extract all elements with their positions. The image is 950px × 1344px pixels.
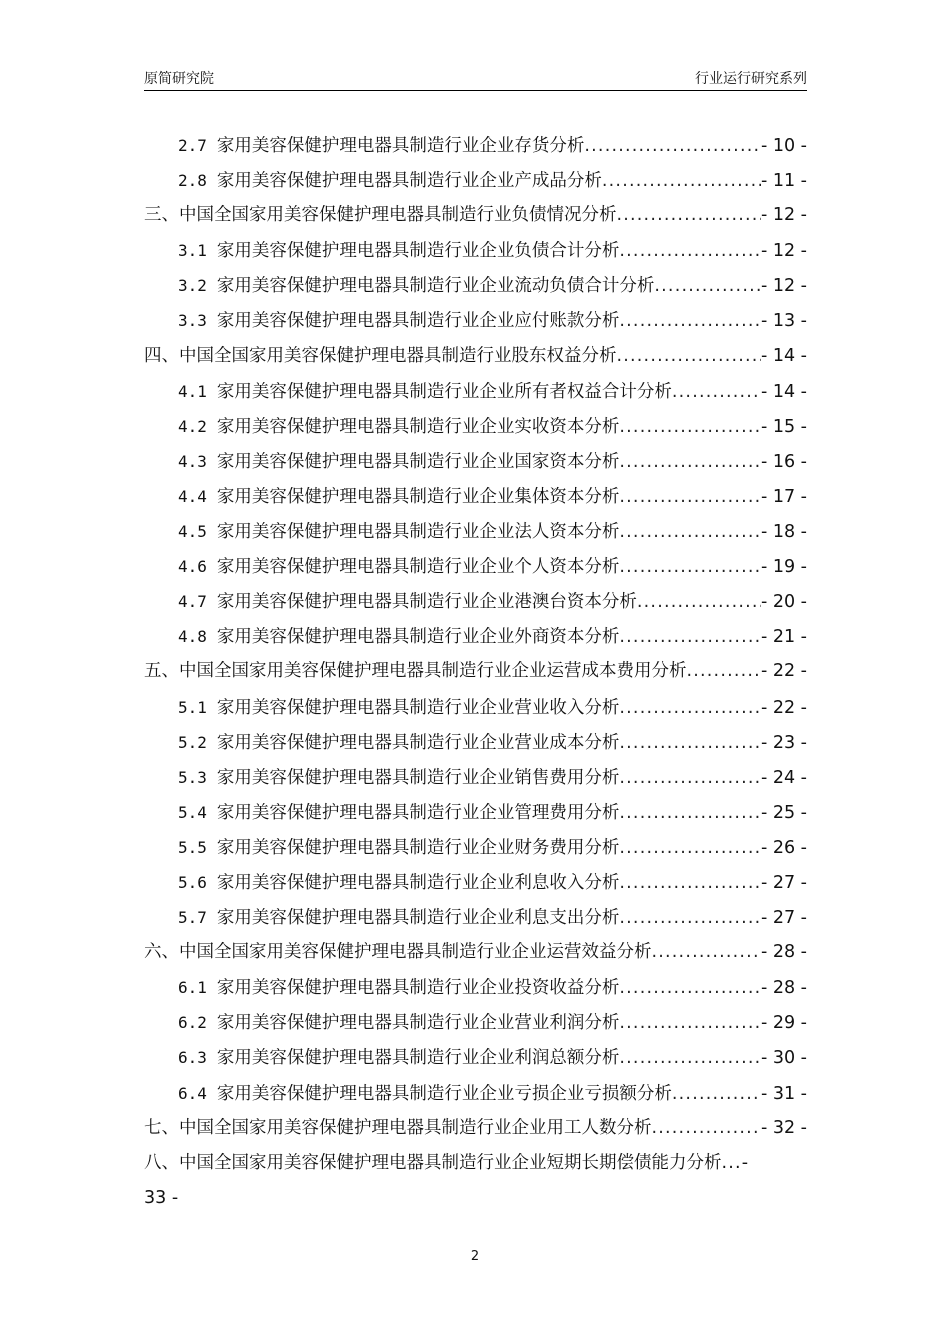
toc-entry-page: - 18 - bbox=[760, 522, 807, 543]
toc-entry-dots bbox=[652, 935, 761, 970]
toc-entry-title: 家用美容保健护理电器具制造行业企业投资收益分析 bbox=[216, 978, 620, 999]
toc-entry-wrapped[interactable] bbox=[144, 1146, 807, 1216]
toc-entry-page: - 22 - bbox=[760, 697, 807, 718]
toc-entry-dots bbox=[619, 445, 761, 479]
toc-entry-page: - 24 - bbox=[760, 767, 807, 788]
toc-entry-page: - 12 - bbox=[760, 241, 807, 262]
toc-entry-page: - 12 - bbox=[760, 276, 807, 297]
toc-entry[interactable] bbox=[144, 795, 807, 830]
toc-entry-dots bbox=[619, 1041, 761, 1075]
toc-entry-dots bbox=[619, 620, 761, 654]
toc-entry-page: - 22 - bbox=[760, 661, 807, 682]
toc-entry-page: - 23 - bbox=[760, 732, 807, 753]
toc-entry-title: 家用美容保健护理电器具制造行业企业所有者权益合计分析 bbox=[216, 381, 672, 402]
toc-entry-dots bbox=[619, 515, 761, 549]
toc-entry-title: 家用美容保健护理电器具制造行业企业法人资本分析 bbox=[216, 522, 620, 543]
toc-entry[interactable] bbox=[144, 865, 807, 900]
toc-entry-dots: ...- bbox=[721, 1152, 750, 1173]
toc-entry-number: 4.1 bbox=[178, 381, 207, 401]
toc-entry-title: 五、中国全国家用美容保健护理电器具制造行业企业运营成本费用分析 bbox=[144, 661, 687, 682]
toc-entry-number: 4.3 bbox=[178, 451, 207, 471]
toc-entry-number: 4.7 bbox=[178, 592, 207, 612]
page-footer bbox=[0, 1249, 950, 1264]
toc-entry[interactable] bbox=[144, 760, 807, 795]
toc-entry[interactable] bbox=[144, 198, 807, 233]
toc-entry[interactable] bbox=[144, 584, 807, 619]
toc-entry-number: 5.4 bbox=[178, 802, 207, 822]
table-of-contents bbox=[144, 128, 807, 1216]
toc-entry-dots bbox=[619, 234, 761, 268]
toc-entry-title: 家用美容保健护理电器具制造行业企业营业收入分析 bbox=[216, 697, 620, 718]
toc-entry-number: 6.2 bbox=[178, 1013, 207, 1033]
header-left-text: 原简研究院 bbox=[144, 71, 214, 87]
toc-entry-title: 家用美容保健护理电器具制造行业企业财务费用分析 bbox=[216, 837, 620, 858]
toc-entry-title: 家用美容保健护理电器具制造行业企业亏损企业亏损额分析 bbox=[216, 1083, 672, 1104]
toc-entry[interactable] bbox=[144, 409, 807, 444]
toc-entry-page: - 16 - bbox=[760, 451, 807, 472]
toc-entry-title: 家用美容保健护理电器具制造行业企业管理费用分析 bbox=[216, 802, 620, 823]
toc-entry-dots bbox=[619, 480, 761, 514]
toc-entry-dots bbox=[672, 1077, 761, 1111]
toc-entry-title: 三、中国全国家用美容保健护理电器具制造行业负债情况分析 bbox=[144, 205, 617, 226]
toc-entry[interactable] bbox=[144, 374, 807, 409]
toc-entry-number: 5.5 bbox=[178, 837, 207, 857]
toc-entry-number: 3.1 bbox=[178, 241, 207, 261]
toc-entry[interactable] bbox=[144, 1005, 807, 1040]
toc-entry-page: - 29 - bbox=[760, 1013, 807, 1034]
toc-entry-number: 5.1 bbox=[178, 697, 207, 717]
toc-entry-dots bbox=[602, 164, 761, 198]
toc-entry-number: 4.5 bbox=[178, 522, 207, 542]
toc-entry-number: 3.2 bbox=[178, 276, 207, 296]
toc-entry[interactable] bbox=[144, 1040, 807, 1075]
toc-entry-number: 6.1 bbox=[178, 978, 207, 998]
toc-entry-page: - 19 - bbox=[760, 557, 807, 578]
toc-entry[interactable] bbox=[144, 619, 807, 654]
toc-entry-title: 家用美容保健护理电器具制造行业企业个人资本分析 bbox=[216, 557, 620, 578]
toc-entry-page: - 17 - bbox=[760, 486, 807, 507]
toc-entry-title: 家用美容保健护理电器具制造行业企业营业成本分析 bbox=[216, 732, 620, 753]
toc-entry-title: 家用美容保健护理电器具制造行业企业利息支出分析 bbox=[216, 908, 620, 929]
toc-entry-dots bbox=[672, 375, 761, 409]
toc-entry-number: 6.3 bbox=[178, 1048, 207, 1068]
toc-entry[interactable] bbox=[144, 303, 807, 338]
toc-entry-title: 家用美容保健护理电器具制造行业企业外商资本分析 bbox=[216, 627, 620, 648]
toc-entry-dots bbox=[617, 198, 761, 233]
header-right-text: 行业运行研究系列 bbox=[695, 71, 807, 87]
toc-entry-page: - 21 - bbox=[760, 627, 807, 648]
toc-entry[interactable] bbox=[144, 1076, 807, 1111]
toc-entry-number: 2.8 bbox=[178, 171, 207, 191]
toc-entry-dots bbox=[619, 1006, 761, 1040]
toc-entry-dots bbox=[619, 761, 761, 795]
toc-entry[interactable] bbox=[144, 725, 807, 760]
toc-entry-dots bbox=[654, 269, 761, 303]
toc-entry-page: - 20 - bbox=[760, 592, 807, 613]
toc-entry-title: 家用美容保健护理电器具制造行业企业港澳台资本分析 bbox=[216, 592, 637, 613]
toc-entry[interactable] bbox=[144, 514, 807, 549]
toc-entry-page: - 32 - bbox=[760, 1117, 807, 1138]
toc-entry-dots bbox=[619, 866, 761, 900]
toc-entry-dots bbox=[619, 304, 761, 338]
toc-entry-dots bbox=[619, 971, 761, 1005]
toc-entry-number: 2.7 bbox=[178, 136, 207, 155]
toc-entry-dots bbox=[619, 901, 761, 935]
toc-entry-title: 家用美容保健护理电器具制造行业企业实收资本分析 bbox=[216, 416, 620, 437]
toc-entry-page: 33 - bbox=[144, 1187, 179, 1208]
toc-entry-number: 4.8 bbox=[178, 627, 207, 647]
toc-entry[interactable] bbox=[144, 1111, 807, 1146]
toc-entry-page: - 26 - bbox=[760, 837, 807, 858]
toc-entry[interactable] bbox=[144, 690, 807, 725]
toc-entry[interactable] bbox=[144, 900, 807, 935]
toc-entry-number: 4.4 bbox=[178, 486, 207, 506]
toc-entry-number: 5.3 bbox=[178, 767, 207, 787]
toc-entry[interactable] bbox=[144, 549, 807, 584]
toc-entry[interactable] bbox=[144, 935, 807, 970]
toc-entry[interactable] bbox=[144, 233, 807, 268]
toc-entry-dots bbox=[619, 410, 761, 444]
toc-entry-dots bbox=[687, 654, 761, 689]
toc-entry[interactable] bbox=[144, 479, 807, 514]
toc-entry-title: 家用美容保健护理电器具制造行业企业产成品分析 bbox=[216, 171, 602, 192]
toc-entry-dots bbox=[637, 585, 761, 619]
toc-entry[interactable] bbox=[144, 128, 807, 163]
toc-entry-dots bbox=[584, 129, 761, 163]
toc-entry[interactable] bbox=[144, 339, 807, 374]
toc-entry-page: - 28 - bbox=[760, 942, 807, 963]
toc-entry[interactable] bbox=[144, 654, 807, 689]
toc-entry-page: - 13 - bbox=[760, 311, 807, 332]
toc-entry-dots bbox=[619, 796, 761, 830]
page-header bbox=[144, 66, 807, 91]
toc-entry-title: 家用美容保健护理电器具制造行业企业利息收入分析 bbox=[216, 872, 620, 893]
toc-entry-dots bbox=[619, 691, 761, 725]
toc-entry-title: 四、中国全国家用美容保健护理电器具制造行业股东权益分析 bbox=[144, 345, 617, 366]
toc-entry-dots bbox=[652, 1111, 761, 1146]
toc-entry-page: - 15 - bbox=[760, 416, 807, 437]
toc-entry-title: 家用美容保健护理电器具制造行业企业国家资本分析 bbox=[216, 451, 620, 472]
toc-entry-page: - 10 - bbox=[760, 136, 807, 156]
toc-entry[interactable] bbox=[144, 268, 807, 303]
toc-entry-number: 5.7 bbox=[178, 908, 207, 928]
toc-entry-title: 家用美容保健护理电器具制造行业企业集体资本分析 bbox=[216, 486, 620, 507]
toc-entry-page: - 12 - bbox=[760, 205, 807, 226]
toc-entry-page: - 27 - bbox=[760, 872, 807, 893]
toc-entry[interactable] bbox=[144, 970, 807, 1005]
toc-entry-page: - 14 - bbox=[760, 381, 807, 402]
toc-entry-title: 家用美容保健护理电器具制造行业企业负债合计分析 bbox=[216, 241, 620, 262]
toc-entry[interactable] bbox=[144, 163, 807, 198]
toc-entry-title: 六、中国全国家用美容保健护理电器具制造行业企业运营效益分析 bbox=[144, 942, 652, 963]
toc-entry-page: - 14 - bbox=[760, 345, 807, 366]
toc-entry[interactable] bbox=[144, 830, 807, 865]
toc-entry-dots bbox=[617, 339, 761, 374]
toc-entry-number: 5.2 bbox=[178, 732, 207, 752]
toc-entry-title: 七、中国全国家用美容保健护理电器具制造行业企业用工人数分析 bbox=[144, 1117, 652, 1138]
toc-entry[interactable] bbox=[144, 444, 807, 479]
toc-entry-number: 5.6 bbox=[178, 872, 207, 892]
toc-entry-page: - 11 - bbox=[760, 171, 807, 192]
toc-entry-page: - 25 - bbox=[760, 802, 807, 823]
toc-entry-number: 6.4 bbox=[178, 1083, 207, 1103]
toc-entry-number: 3.3 bbox=[178, 311, 207, 331]
toc-entry-title: 家用美容保健护理电器具制造行业企业利润总额分析 bbox=[216, 1048, 620, 1069]
toc-entry-number: 4.2 bbox=[178, 416, 207, 436]
toc-entry-title: 家用美容保健护理电器具制造行业企业销售费用分析 bbox=[216, 767, 620, 788]
toc-entry-dots bbox=[619, 831, 761, 865]
toc-entry-dots bbox=[619, 726, 761, 760]
toc-entry-title: 家用美容保健护理电器具制造行业企业存货分析 bbox=[216, 136, 585, 156]
toc-entry-title: 家用美容保健护理电器具制造行业企业营业利润分析 bbox=[216, 1013, 620, 1034]
toc-entry-page: - 28 - bbox=[760, 978, 807, 999]
toc-entry-title: 家用美容保健护理电器具制造行业企业流动负债合计分析 bbox=[216, 276, 655, 297]
toc-entry-number: 4.6 bbox=[178, 557, 207, 577]
toc-entry-title: 八、中国全国家用美容保健护理电器具制造行业企业短期长期偿债能力分析 bbox=[144, 1152, 722, 1173]
toc-entry-page: - 31 - bbox=[760, 1083, 807, 1104]
toc-entry-dots bbox=[619, 550, 761, 584]
toc-entry-page: - 27 - bbox=[760, 908, 807, 929]
page-number: 2 bbox=[470, 1249, 480, 1264]
toc-entry-title: 家用美容保健护理电器具制造行业企业应付账款分析 bbox=[216, 311, 620, 332]
toc-entry-page: - 30 - bbox=[760, 1048, 807, 1069]
